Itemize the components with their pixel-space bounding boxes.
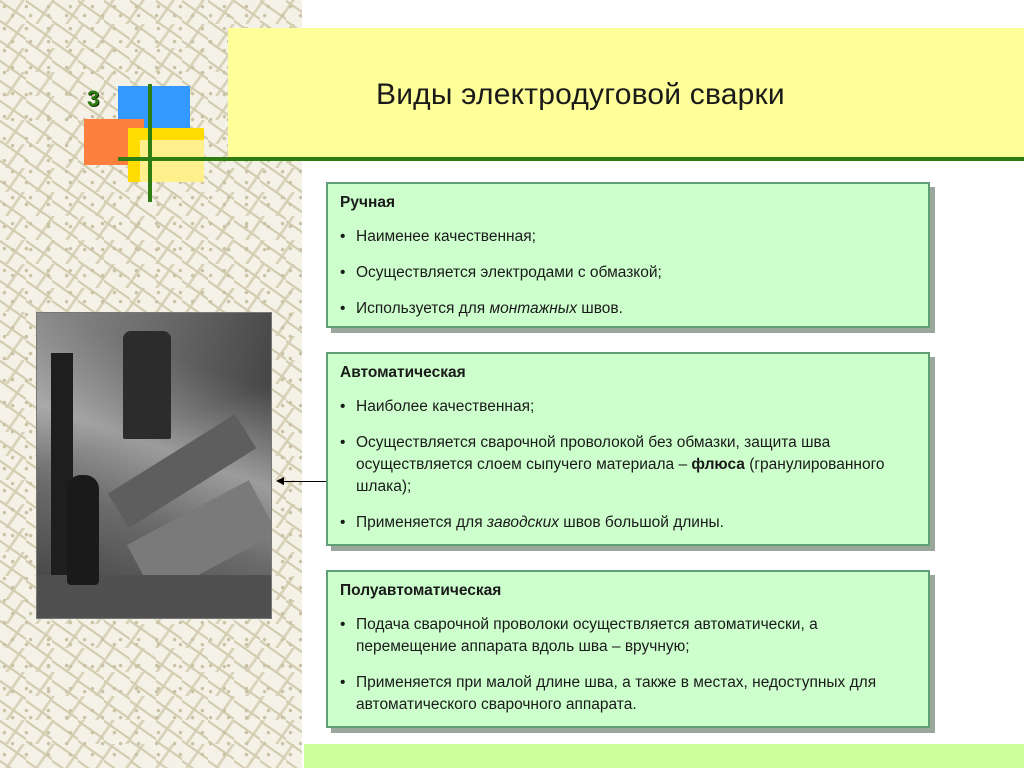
list-item: • Наиболее качественная; (340, 396, 914, 418)
list-item: • Осуществляется электродами с обмазкой; (340, 262, 914, 284)
list-item: • Осуществляется сварочной проволокой без обмазки, защита шва осуществляется слоем сыпучего материала – флюса (гранулированного шлака); (340, 432, 914, 498)
bold-term: флюса (691, 456, 745, 473)
list-item: • Применяется при малой длине шва, а также в местах, недоступных для автоматического сварочного аппарата. (340, 672, 914, 716)
bottom-band (304, 744, 1024, 768)
bullet-list (340, 614, 914, 716)
photo-welding-head (123, 331, 171, 439)
logo-vertical-line (148, 84, 152, 202)
emphasis: заводских (486, 514, 559, 531)
section-heading: Полуавтоматическая (340, 582, 502, 599)
page-title: Виды электродуговой сварки (376, 78, 785, 111)
bullet-list (340, 226, 914, 320)
section-heading: Автоматическая (340, 364, 466, 381)
section-heading: Ручная (340, 194, 395, 211)
list-item: • Подача сварочной проволоки осуществляется автоматически, а перемещение аппарата вдоль шва – вручную; (340, 614, 914, 658)
slide-number: 3 (87, 86, 100, 111)
photo-worker (67, 475, 99, 585)
welding-machine-photo (36, 312, 272, 619)
list-item: • Наименее качественная; (340, 226, 914, 248)
emphasis: монтажных (489, 300, 577, 317)
title-underline (118, 157, 1024, 161)
list-item: • Применяется для заводских швов большой длины. (340, 512, 914, 534)
bullet-list (340, 396, 914, 534)
section-automatic (326, 352, 930, 546)
pointer-arrow-icon (278, 481, 326, 482)
section-manual (326, 182, 930, 328)
list-item: • Используется для монтажных швов. (340, 298, 914, 320)
section-semiautomatic (326, 570, 930, 728)
